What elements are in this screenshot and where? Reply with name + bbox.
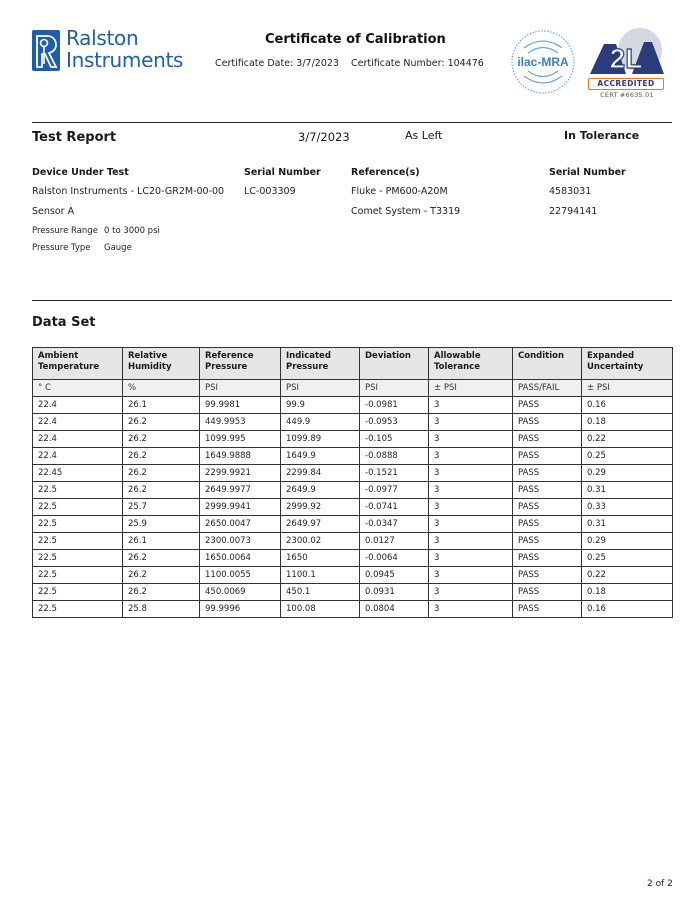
table-cell: 2999.9941 (200, 499, 281, 516)
divider-top (32, 122, 672, 123)
table-cell: PASS (513, 533, 582, 550)
table-row (33, 397, 673, 414)
table-cell: 99.9 (281, 397, 360, 414)
table-cell: 0.0931 (360, 584, 429, 601)
table-cell: 0.31 (582, 516, 673, 533)
table-cell: PASS (513, 516, 582, 533)
column-unit: PASS/FAIL (513, 380, 582, 397)
table-cell: -0.1521 (360, 465, 429, 482)
column-header-line: Pressure (286, 362, 329, 372)
table-cell: 26.2 (123, 414, 200, 431)
ilac-mra-logo-icon (510, 26, 576, 98)
table-cell: 26.2 (123, 567, 200, 584)
table-cell: 1099.995 (200, 431, 281, 448)
table-cell: 0.25 (582, 448, 673, 465)
test-report-date: 3/7/2023 (298, 130, 350, 144)
column-unit: ± PSI (582, 380, 673, 397)
column-unit: PSI (200, 380, 281, 397)
table-cell: -0.0347 (360, 516, 429, 533)
table-row (33, 584, 673, 601)
table-cell: 26.1 (123, 533, 200, 550)
table-cell: -0.0981 (360, 397, 429, 414)
table-row (33, 499, 673, 516)
table-body (33, 397, 673, 618)
table-cell: PASS (513, 550, 582, 567)
table-cell: 22.45 (33, 465, 123, 482)
table-cell: 25.7 (123, 499, 200, 516)
table-cell: 22.4 (33, 448, 123, 465)
table-cell: -0.105 (360, 431, 429, 448)
table-cell: 0.25 (582, 550, 673, 567)
table-cell: 26.2 (123, 448, 200, 465)
table-cell: 1099.89 (281, 431, 360, 448)
table-cell: 2999.92 (281, 499, 360, 516)
svg-text:2L: 2L (609, 43, 643, 74)
sensor-name: Sensor A (32, 206, 75, 217)
device-under-test-label: Device Under Test (32, 167, 129, 178)
table-row (33, 448, 673, 465)
table-cell: 0.33 (582, 499, 673, 516)
table-cell: 3 (429, 567, 513, 584)
table-cell: -0.0741 (360, 499, 429, 516)
table-cell: 3 (429, 601, 513, 618)
column-header-line: Humidity (128, 362, 172, 372)
table-cell: 450.1 (281, 584, 360, 601)
table-cell: 3 (429, 584, 513, 601)
table-cell: 1649.9 (281, 448, 360, 465)
data-set-title: Data Set (32, 315, 96, 330)
brand-line-2: Instruments (66, 48, 184, 72)
column-header-line: Indicated (286, 351, 331, 361)
table-cell: 0.22 (582, 567, 673, 584)
column-unit: PSI (360, 380, 429, 397)
column-header-line: Temperature (38, 362, 100, 372)
table-cell: 0.29 (582, 465, 673, 482)
table-cell: -0.0953 (360, 414, 429, 431)
table-cell: 0.18 (582, 584, 673, 601)
accredited-badge: ACCREDITED (588, 78, 664, 90)
table-cell: 22.4 (33, 431, 123, 448)
table-cell: -0.0888 (360, 448, 429, 465)
table-cell: 2299.84 (281, 465, 360, 482)
table-cell: PASS (513, 499, 582, 516)
table-cell: 449.9953 (200, 414, 281, 431)
table-cell: 2649.9977 (200, 482, 281, 499)
column-header (281, 348, 360, 380)
table-cell: 0.0945 (360, 567, 429, 584)
table-cell: 3 (429, 550, 513, 567)
table-cell: 3 (429, 431, 513, 448)
ralston-logo-icon (32, 30, 60, 71)
column-header (123, 348, 200, 380)
pressure-type-label: Pressure Type (32, 243, 91, 253)
table-cell: 3 (429, 397, 513, 414)
table-cell: 3 (429, 414, 513, 431)
table-cell: 22.5 (33, 601, 123, 618)
table-cell: 0.31 (582, 482, 673, 499)
table-cell: 2649.97 (281, 516, 360, 533)
table-cell: 2299.9921 (200, 465, 281, 482)
table-cell: PASS (513, 397, 582, 414)
table-cell: 2300.0073 (200, 533, 281, 550)
table-row (33, 601, 673, 618)
device-serial: LC-003309 (244, 186, 296, 197)
table-cell: 3 (429, 482, 513, 499)
column-header-line: Ambient (38, 351, 79, 361)
column-unit: ± PSI (429, 380, 513, 397)
reference-serial-label: Serial Number (549, 167, 626, 178)
column-header-line: Reference (205, 351, 254, 361)
table-cell: 0.16 (582, 601, 673, 618)
table-row (33, 465, 673, 482)
table-cell: PASS (513, 431, 582, 448)
column-header-line: Tolerance (434, 362, 480, 372)
table-cell: 22.5 (33, 482, 123, 499)
references-label: Reference(s) (351, 167, 420, 178)
a2la-cert-number: CERT #6635.01 (600, 91, 654, 99)
table-cell: 26.2 (123, 482, 200, 499)
column-header-line: Expanded (587, 351, 635, 361)
table-cell: -0.0064 (360, 550, 429, 567)
certificate-date: Certificate Date: 3/7/2023 (215, 58, 339, 69)
table-cell: 3 (429, 448, 513, 465)
table-unit-row (33, 380, 673, 397)
table-cell: 26.1 (123, 397, 200, 414)
device-name: Ralston Instruments - LC20-GR2M-00-00 (32, 186, 225, 197)
table-header-row (33, 348, 673, 380)
table-cell: 26.2 (123, 584, 200, 601)
column-header (513, 348, 582, 380)
table-cell: 1649.9888 (200, 448, 281, 465)
page-number: 2 of 2 (647, 879, 673, 889)
table-cell: 0.16 (582, 397, 673, 414)
table-cell: 22.5 (33, 499, 123, 516)
table-cell: 1650 (281, 550, 360, 567)
table-cell: PASS (513, 584, 582, 601)
table-cell: 26.2 (123, 465, 200, 482)
certificate-title: Certificate of Calibration (265, 32, 446, 47)
table-row (33, 567, 673, 584)
table-cell: PASS (513, 567, 582, 584)
column-header-line: Condition (518, 351, 564, 361)
table-cell: 26.2 (123, 431, 200, 448)
table-row (33, 533, 673, 550)
brand-name (66, 27, 183, 71)
pressure-type-value: Gauge (104, 243, 132, 253)
table-cell: 0.22 (582, 431, 673, 448)
table-cell: 99.9996 (200, 601, 281, 618)
table-cell: 25.9 (123, 516, 200, 533)
table-cell: 1100.0055 (200, 567, 281, 584)
test-report-title: Test Report (32, 130, 117, 145)
column-unit: PSI (281, 380, 360, 397)
table-cell: 2650.0047 (200, 516, 281, 533)
table-cell: PASS (513, 482, 582, 499)
svg-text:ilac-MRA: ilac-MRA (517, 55, 569, 69)
column-header (360, 348, 429, 380)
device-serial-label: Serial Number (244, 167, 321, 178)
table-cell: 449.9 (281, 414, 360, 431)
table-cell: 0.0127 (360, 533, 429, 550)
brand-line-1: Ralston (66, 26, 139, 50)
reference-name: Comet System - T3319 (351, 206, 461, 217)
table-cell: 25.8 (123, 601, 200, 618)
table-cell: PASS (513, 465, 582, 482)
reference-serial: 22794141 (549, 206, 598, 217)
pressure-range-value: 0 to 3000 psi (104, 226, 160, 236)
table-row (33, 414, 673, 431)
column-header (429, 348, 513, 380)
table-cell: 3 (429, 516, 513, 533)
test-report-as-left: As Left (405, 129, 443, 142)
table-cell: 22.5 (33, 584, 123, 601)
certificate-number: Certificate Number: 104476 (351, 58, 484, 69)
column-header-line: Pressure (205, 362, 248, 372)
table-cell: PASS (513, 414, 582, 431)
column-header (33, 348, 123, 380)
table-cell: 1650.0064 (200, 550, 281, 567)
table-cell: 22.5 (33, 516, 123, 533)
table-cell: 3 (429, 499, 513, 516)
table-cell: 22.5 (33, 533, 123, 550)
column-header (200, 348, 281, 380)
column-header (582, 348, 673, 380)
column-unit: % (123, 380, 200, 397)
test-report-status: In Tolerance (564, 129, 640, 142)
table-cell: 0.0804 (360, 601, 429, 618)
table-row (33, 431, 673, 448)
table-cell: -0.0977 (360, 482, 429, 499)
table-cell: 3 (429, 465, 513, 482)
column-header-line: Allowable (434, 351, 481, 361)
reference-name: Fluke - PM600-A20M (351, 186, 448, 197)
table-cell: 2300.02 (281, 533, 360, 550)
divider-middle (32, 300, 672, 301)
table-row (33, 482, 673, 499)
column-header-line: Uncertainty (587, 362, 644, 372)
table-row (33, 550, 673, 567)
data-set-table (32, 347, 673, 618)
table-cell: 1100.1 (281, 567, 360, 584)
table-cell: 0.29 (582, 533, 673, 550)
table-cell: 22.4 (33, 397, 123, 414)
table-cell: PASS (513, 601, 582, 618)
column-header-line: Deviation (365, 351, 411, 361)
table-cell: 3 (429, 533, 513, 550)
column-unit: ° C (33, 380, 123, 397)
pressure-range-label: Pressure Range (32, 226, 98, 236)
table-cell: 2649.9 (281, 482, 360, 499)
table-cell: 22.5 (33, 567, 123, 584)
table-cell: 26.2 (123, 550, 200, 567)
table-cell: 450.0069 (200, 584, 281, 601)
table-cell: 100.08 (281, 601, 360, 618)
table-cell: 22.5 (33, 550, 123, 567)
table-row (33, 516, 673, 533)
table-cell: 22.4 (33, 414, 123, 431)
table-cell: 0.18 (582, 414, 673, 431)
column-header-line: Relative (128, 351, 168, 361)
table-cell: 99.9981 (200, 397, 281, 414)
reference-serial: 4583031 (549, 186, 592, 197)
table-cell: PASS (513, 448, 582, 465)
